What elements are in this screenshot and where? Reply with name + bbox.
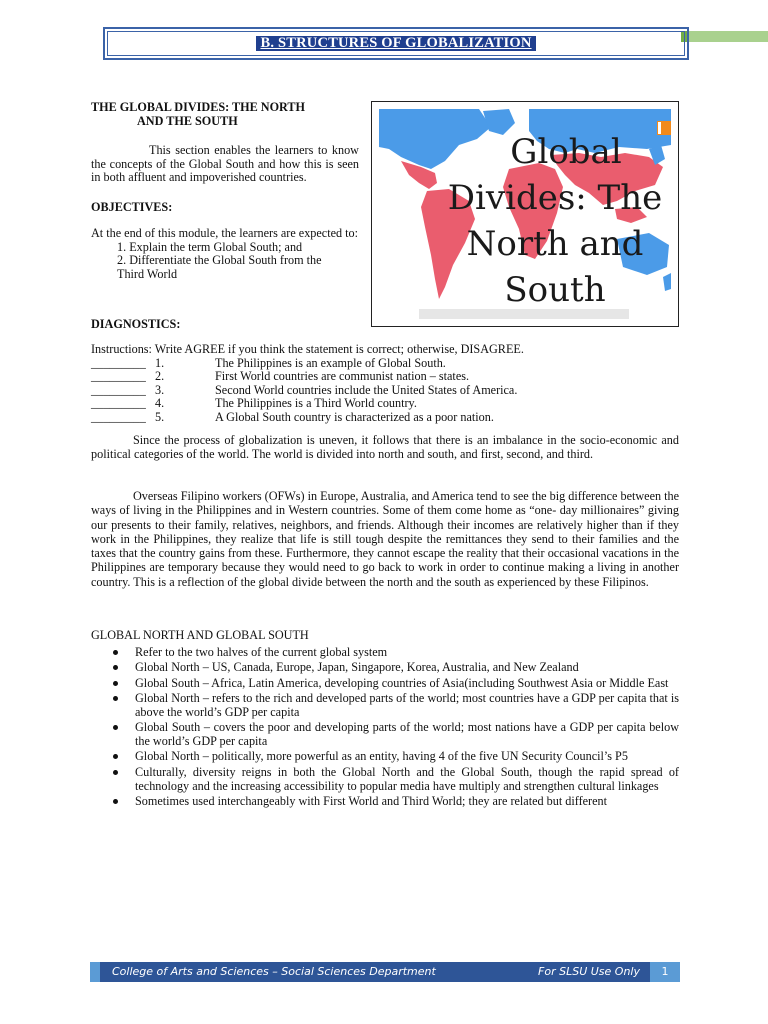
global-section-title: GLOBAL NORTH AND GLOBAL SOUTH — [91, 628, 309, 642]
section-title-line-1: THE GLOBAL DIVIDES: THE NORTH — [91, 100, 306, 114]
header-frame — [103, 27, 689, 60]
bullet-item — [113, 676, 679, 690]
bullet-icon — [113, 650, 118, 655]
item-number: 5. — [155, 409, 165, 424]
diagnostics-block — [91, 343, 681, 424]
objective-item-text: 1. Explain the term Global South; and — [117, 239, 303, 254]
bullet-text: Global North – politically, more powerful as an entity, having 4 of the five UN Security Council’s P5 — [135, 749, 628, 764]
answer-blank: _________ — [91, 409, 146, 424]
diagnostics-instructions: Instructions: Write AGREE if you think the statement is correct; otherwise, DISAGREE. — [91, 342, 524, 356]
diagnostic-item — [91, 397, 681, 411]
bullet-item — [113, 794, 679, 808]
bullet-icon — [113, 681, 118, 686]
intro-column — [91, 101, 359, 281]
objectives-heading: OBJECTIVES: — [91, 199, 173, 214]
bullet-icon — [113, 799, 118, 804]
answer-blank: _________ — [91, 369, 146, 383]
item-statement: The Philippines is a Third World country. — [215, 396, 417, 410]
bullet-icon — [113, 696, 118, 701]
item-statement: First World countries are communist nation – states. — [215, 369, 470, 383]
footer-department: College of Arts and Sciences – Social Sciences Department — [112, 965, 436, 979]
objective-item-text: 2. Differentiate the Global South from the — [117, 253, 322, 267]
page-footer — [90, 962, 680, 982]
bullet-icon — [113, 770, 118, 775]
bullet-icon — [113, 665, 118, 670]
objectives-intro: At the end of this module, the learners are expected to: — [91, 226, 359, 240]
page-number: 1 — [650, 962, 680, 982]
bullet-text: Global South – covers the poor and developing parts of the world; most nations have a GDP per capita below the world’s GDP per capita — [135, 720, 679, 749]
answer-blank: _________ — [91, 382, 146, 397]
global-bullet-list — [113, 645, 679, 809]
diagnostic-item — [91, 384, 681, 398]
bullet-item — [113, 660, 679, 674]
global-divides-map — [379, 109, 671, 319]
objectives-list — [117, 241, 359, 282]
image-title-line: Global — [510, 132, 622, 172]
intro-paragraph: This section enables the learners to know the concepts of the Global South and how this is seen in both affluent and impoverished countries. — [91, 143, 359, 184]
objective-item-continuation: Third World — [117, 266, 178, 281]
header-inner-frame — [107, 31, 685, 56]
image-title — [379, 129, 671, 313]
item-number: 4. — [155, 396, 165, 410]
bullet-icon — [113, 754, 118, 759]
section-title-line-2: AND THE SOUTH — [137, 113, 238, 128]
bullet-text: Global North – US, Canada, Europe, Japan, Singapore, Korea, Australia, and New Zealand — [135, 660, 579, 675]
item-statement: A Global South country is characterized as a poor nation. — [215, 409, 494, 424]
diagnostic-item — [91, 411, 681, 425]
diagnostics-heading: DIAGNOSTICS: — [91, 317, 181, 331]
item-number: 1. — [155, 355, 165, 370]
image-title-line: South — [504, 270, 606, 310]
body-paragraph: Overseas Filipino workers (OFWs) in Europe, Australia, and America tend to see the big difference between the ways of living in the Philippines and in Western countries. Some of them come home as “one- day millionaires” giving our presents to their family, relatives, neighbors, and friends. Although their incomes are relatively higher than if they work in the Philippines, they realize that life is still tough despite the remittances they send to their families and the taxes that the country gains from these. Furthermore, they cannot escape the reality that their occasional vacations in the Philippines are temporary because they would need to go back to work in order to continue making a living in another country. This is a reflection of the global divide between the north and the south as experienced by these Filipinos. — [91, 489, 680, 589]
bullet-text: Sometimes used interchangeably with First World and Third World; they are related but different — [135, 794, 607, 809]
item-number: 3. — [155, 382, 165, 397]
header-accent-bar — [681, 31, 768, 42]
answer-blank: _________ — [91, 396, 146, 410]
bullet-text: Global South – Africa, Latin America, developing countries of Asia(including Southwest Asia or Middle East — [135, 675, 669, 690]
bullet-item — [113, 691, 679, 719]
bullet-text: Global North – refers to the rich and developed parts of the world; most countries have a GDP per capita that is above the world’s GDP per capita — [135, 690, 679, 719]
bullet-icon — [113, 725, 118, 730]
bullet-text: Refer to the two halves of the current global system — [135, 645, 388, 659]
footer-usage-note: For SLSU Use Only — [538, 965, 640, 979]
bullet-text: Culturally, diversity reigns in both the Global North and the Global South, though the rapid spread of technology and the increasing accessibility to popular media have multiply and strengthen cultural linkages — [135, 764, 679, 793]
bullet-item — [113, 720, 679, 748]
image-title-line: North and — [466, 224, 644, 264]
item-statement: Second World countries include the United States of America. — [215, 382, 518, 397]
bullet-item — [113, 749, 679, 763]
item-statement: The Philippines is an example of Global South. — [215, 355, 446, 370]
answer-blank: _________ — [91, 355, 146, 370]
diagnostic-item — [91, 370, 681, 384]
image-title-line: Divides: The — [447, 178, 663, 218]
objective-item — [117, 241, 359, 255]
bullet-item — [113, 645, 679, 659]
page-title: B. STRUCTURES OF GLOBALIZATION — [256, 36, 535, 52]
body-paragraph: Since the process of globalization is uneven, it follows that there is an imbalance in the socio-economic and political categories of the world. The world is divided into north and south, and first, second, and third. — [91, 433, 679, 462]
section-title — [91, 101, 359, 128]
bullet-item — [113, 765, 679, 793]
global-divides-image-frame — [371, 101, 679, 327]
objective-item — [117, 254, 359, 281]
diagnostic-item — [91, 357, 681, 371]
item-number: 2. — [155, 369, 165, 383]
